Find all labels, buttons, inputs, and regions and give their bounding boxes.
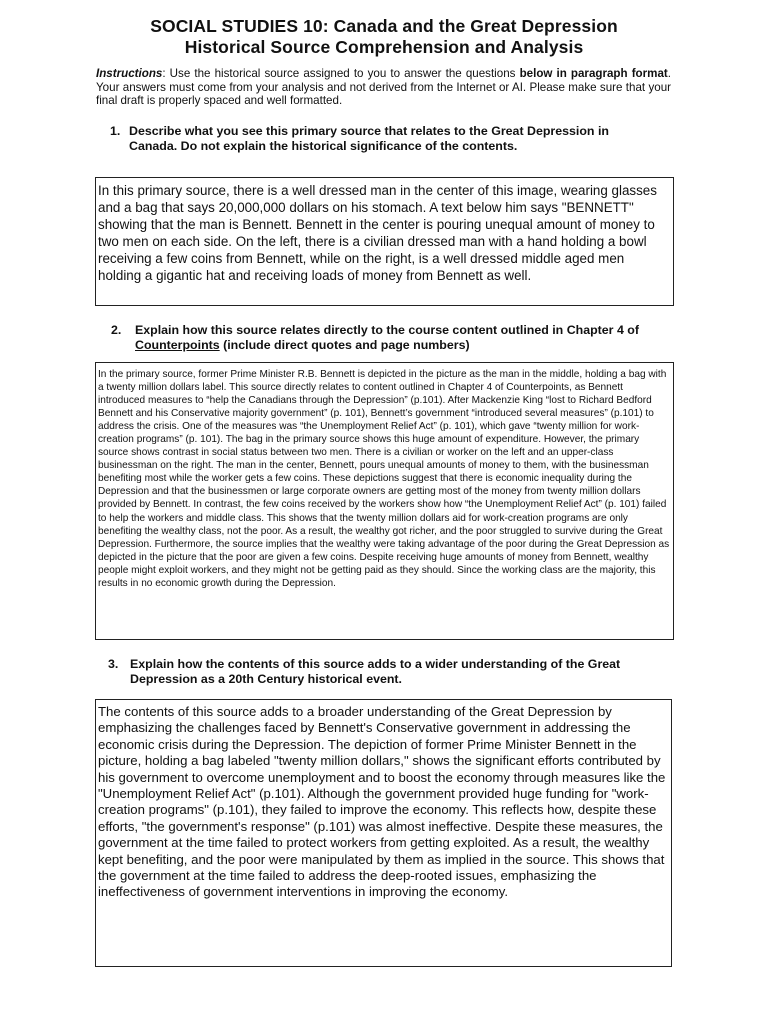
answer-3-text: The contents of this source adds to a broader understanding of the Great Depression by emphasizing the challenges faced by Bennett's Conservative government in addressing the economic crisis during the Depression. The depiction of former Prime Minister Bennett in the picture, holding a bag labeled "twenty million dollars," shows the significant efforts contributed by his government to overcome unemployment and to boost the economy through measures like the "Unemployment Relief Act" (p.101). Although the government provided huge funding for "work-creation programs" (p.101), they failed to improve the economy. This reflects how, despite these efforts, "the government's response" (p.101) was almost ineffective. Despite these measures, the government at the time failed to protect workers from getting exploited. As a result, the wealthy kept benefiting, and the poor were manipulated by them as implied in the source. This shows that the government at the time failed to address the deep-rooted issues, emphasizing the ineffectiveness of government interventions in improving the economy. [98,704,666,900]
page-title: SOCIAL STUDIES 10: Canada and the Great Depression [150,16,618,36]
instructions-text-start: : Use the historical source assigned to you to answer the questions [162,67,520,80]
instructions-paragraph [96,67,671,108]
question-3-number: 3. [108,657,119,671]
answer-2-text: In the primary source, former Prime Minister R.B. Bennett is depicted in the picture as the man in the middle, holding a bag with a twenty million dollars label. This source directly relates to content outlined in Chapter 4 of Counterpoints, as Bennett introduced measures to “help the Canadians through the Depression” (p.101). After Mackenzie King “lost to Richard Bedford Bennett and his Conservative majority government” (p. 101), Bennett’s government “introduced several measures” (p.101) to address the crisis. One of the measures was “the Unemployment Relief Act” (p. 101), which gave “twenty million for work-creation programs” (p. 101). The bag in the primary source shows this huge amount of expenditure. However, the primary source shows contrast in social status between two men. There is a civilian or worker on the left and an upper-class businessman on the right. The man in the center, Bennett, pours unequal amounts of money to them, with the businessman benefiting most while the worker gets a few coins. These depictions suggest that there is economic inequality during the Depression and that the businessmen or large corporate owners are getting most of the money from twenty million dollars provided by Bennett. In contrast, the few coins received by the workers show how “the Unemployment Relief Act” (p. 101) failed to help the workers and middle class. This shows that the twenty million dollars aid for work-creation programs are only benefiting the wealthy class, not the poor. As a result, the wealthy got richer, and the poor struggled to survive during the Great Depression. Furthermore, the source implies that the wealthy were taking advantage of the poor during the Great Depression as depicted in the picture that the poor are given a few coins. Despite receiving huge amounts of money from Bennett, wealthy people might exploit workers, and they might not be getting paid as they should. Since the working class are the majority, this results in no economic growth during the Depression. [98,369,670,589]
instructions-label: Instructions [96,67,163,80]
answer-2-box[interactable] [95,362,674,640]
question-1-number: 1. [110,124,121,138]
question-2-number: 2. [111,323,122,337]
answer-1-text: In this primary source, there is a well dressed man in the center of this image, wearing glasses and a bag that says 20,000,000 dollars on his stomach. A text below him says "BENNETT" showing that the man is Bennett. Bennett in the center is pouring unequal amount of money to two men on each side. On the left, there is a civilian dressed man with a hand holding a bowl receiving a few coins from Bennett, while on the right, is a well dressed middle aged men holding a gigantic hat and receiving loads of money from Bennett as well. [98,183,657,284]
question-3-text: Explain how the contents of this source adds to a wider understanding of the Great Depression as a 20th Century historical event. [130,657,621,686]
question-3 [108,657,663,686]
counterpoints-title: Counterpoints [135,337,220,352]
answer-1-box[interactable] [95,177,674,306]
instructions-text-end: . Your answers must come from your analysis and not derived from the Internet or AI. Please make sure that your final draft is properly spaced and well formatted. [96,67,671,107]
question-1-text: Describe what you see this primary source that relates to the Great Depression in Canada. Do not explain the historical significance of the contents. [129,124,609,153]
question-2-text [111,323,656,352]
instructions-emphasis: below in paragraph format [519,67,668,80]
question-2 [111,323,656,352]
answer-3-box[interactable] [95,699,672,967]
question-2-text-end: (include direct quotes and page numbers) [219,337,470,352]
question-1 [110,124,650,153]
page-subtitle: Historical Source Comprehension and Analysis [184,37,584,57]
question-2-text-start: Explain how this source relates directly to the course content outlined in Chapter 4 of [135,323,639,337]
